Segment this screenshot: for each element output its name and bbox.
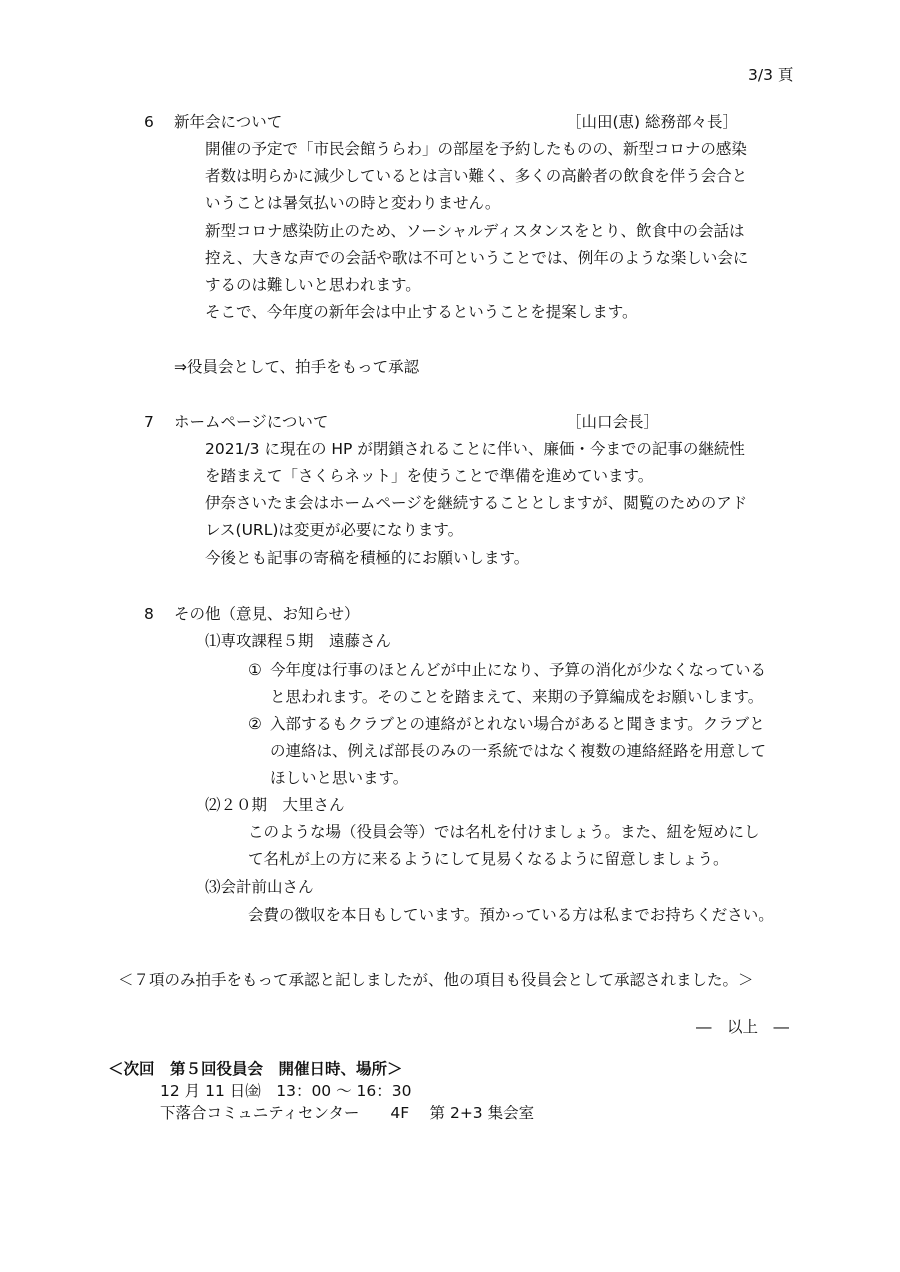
page-number: 3/3 頁 [748, 66, 794, 84]
section-8-sub1-item2-line: の連絡は、例えば部長のみの一系統ではなく複数の連絡経路を用意して [270, 742, 767, 760]
section-6-presenter: ［山田(恵) 総務部々長］ [566, 113, 739, 131]
section-6-line: 者数は明らかに減少しているとは言い難く、多くの高齢者の飲食を伴う会合と [205, 167, 748, 185]
next-meeting-heading: ＜次回 第５回役員会 開催日時、場所＞ [108, 1060, 403, 1078]
approval-note: ＜７項のみ拍手をもって承認と記しましたが、他の項目も役員会として承認されました。＞ [118, 971, 754, 989]
section-8-sub1-item2-line: ほしいと思います。 [270, 769, 409, 787]
section-7-line: 2021/3 に現在の HP が閉鎖されることに伴い、廉価・今までの記事の継続性 [205, 440, 745, 458]
section-8-sub1-item1-line: 今年度は行事のほとんどが中止になり、予算の消化が少なくなっている [270, 661, 767, 679]
section-6-line: するのは難しいと思われます。 [205, 276, 421, 294]
section-7-line: レス(URL)は変更が必要になります。 [205, 521, 464, 539]
section-8-title: その他（意見、お知らせ） [174, 605, 360, 623]
next-meeting-place: 下落合コミュニティセンター 4F 第 2+3 集会室 [160, 1104, 535, 1122]
section-6-title: 新年会について [174, 113, 283, 131]
section-8-number: 8 [144, 605, 154, 623]
section-6-number: 6 [144, 113, 154, 131]
section-6-line: 新型コロナ感染防止のため、ソーシャルディスタンスをとり、飲食中の会話は [205, 222, 745, 240]
section-8-sub1-item2-mark: ② [248, 715, 262, 733]
section-6-line: そこで、今年度の新年会は中止するということを提案します。 [205, 303, 638, 321]
section-6-line: 控え、大きな声での会話や歌は不可ということでは、例年のような楽しい会に [205, 249, 749, 267]
section-8-sub2-line: て名札が上の方に来るようにして見易くなるように留意しましょう。 [248, 850, 729, 868]
section-6-line: いうことは暑気払いの時と変わりません。 [205, 194, 501, 212]
section-8-sub2-line: このような場（役員会等）では名札を付けましょう。また、紐を短めにし [248, 823, 760, 841]
section-8-sub3-line: 会費の徴収を本日もしています。預かっている方は私までお持ちください。 [248, 906, 774, 924]
section-8-sub1-heading: ⑴専攻課程５期 遠藤さん [205, 632, 392, 650]
section-8-sub1-item2-line: 入部するもクラブとの連絡がとれない場合があると聞きます。クラブと [270, 715, 765, 733]
section-6-line: 開催の予定で「市民会館うらわ」の部屋を予約したものの、新型コロナの感染 [205, 140, 747, 158]
section-6-result: ⇒役員会として、拍手をもって承認 [174, 358, 420, 376]
section-8-sub3-heading: ⑶会計前山さん [205, 878, 314, 896]
section-7-line: 伊奈さいたま会はホームページを継続することとしますが、閲覧のためのアド [205, 494, 748, 512]
section-7-number: 7 [144, 413, 154, 431]
section-7-line: を踏まえて「さくらネット」を使うことで準備を進めています。 [205, 467, 654, 485]
next-meeting-datetime: 12 月 11 日㈮ 13：00 ～ 16：30 [160, 1082, 412, 1100]
section-8-sub1-item1-mark: ① [248, 661, 262, 679]
section-7-line: 今後とも記事の寄稿を積極的にお願いします。 [205, 549, 530, 567]
section-8-sub2-heading: ⑵２０期 大里さん [205, 796, 345, 814]
section-7-title: ホームページについて [174, 413, 329, 431]
section-7-presenter: ［山口会長］ [566, 413, 660, 431]
section-8-sub1-item1-line: と思われます。そのことを踏まえて、来期の予算編成をお願いします。 [270, 688, 764, 706]
closing-mark: ― 以上 ― [696, 1018, 790, 1036]
